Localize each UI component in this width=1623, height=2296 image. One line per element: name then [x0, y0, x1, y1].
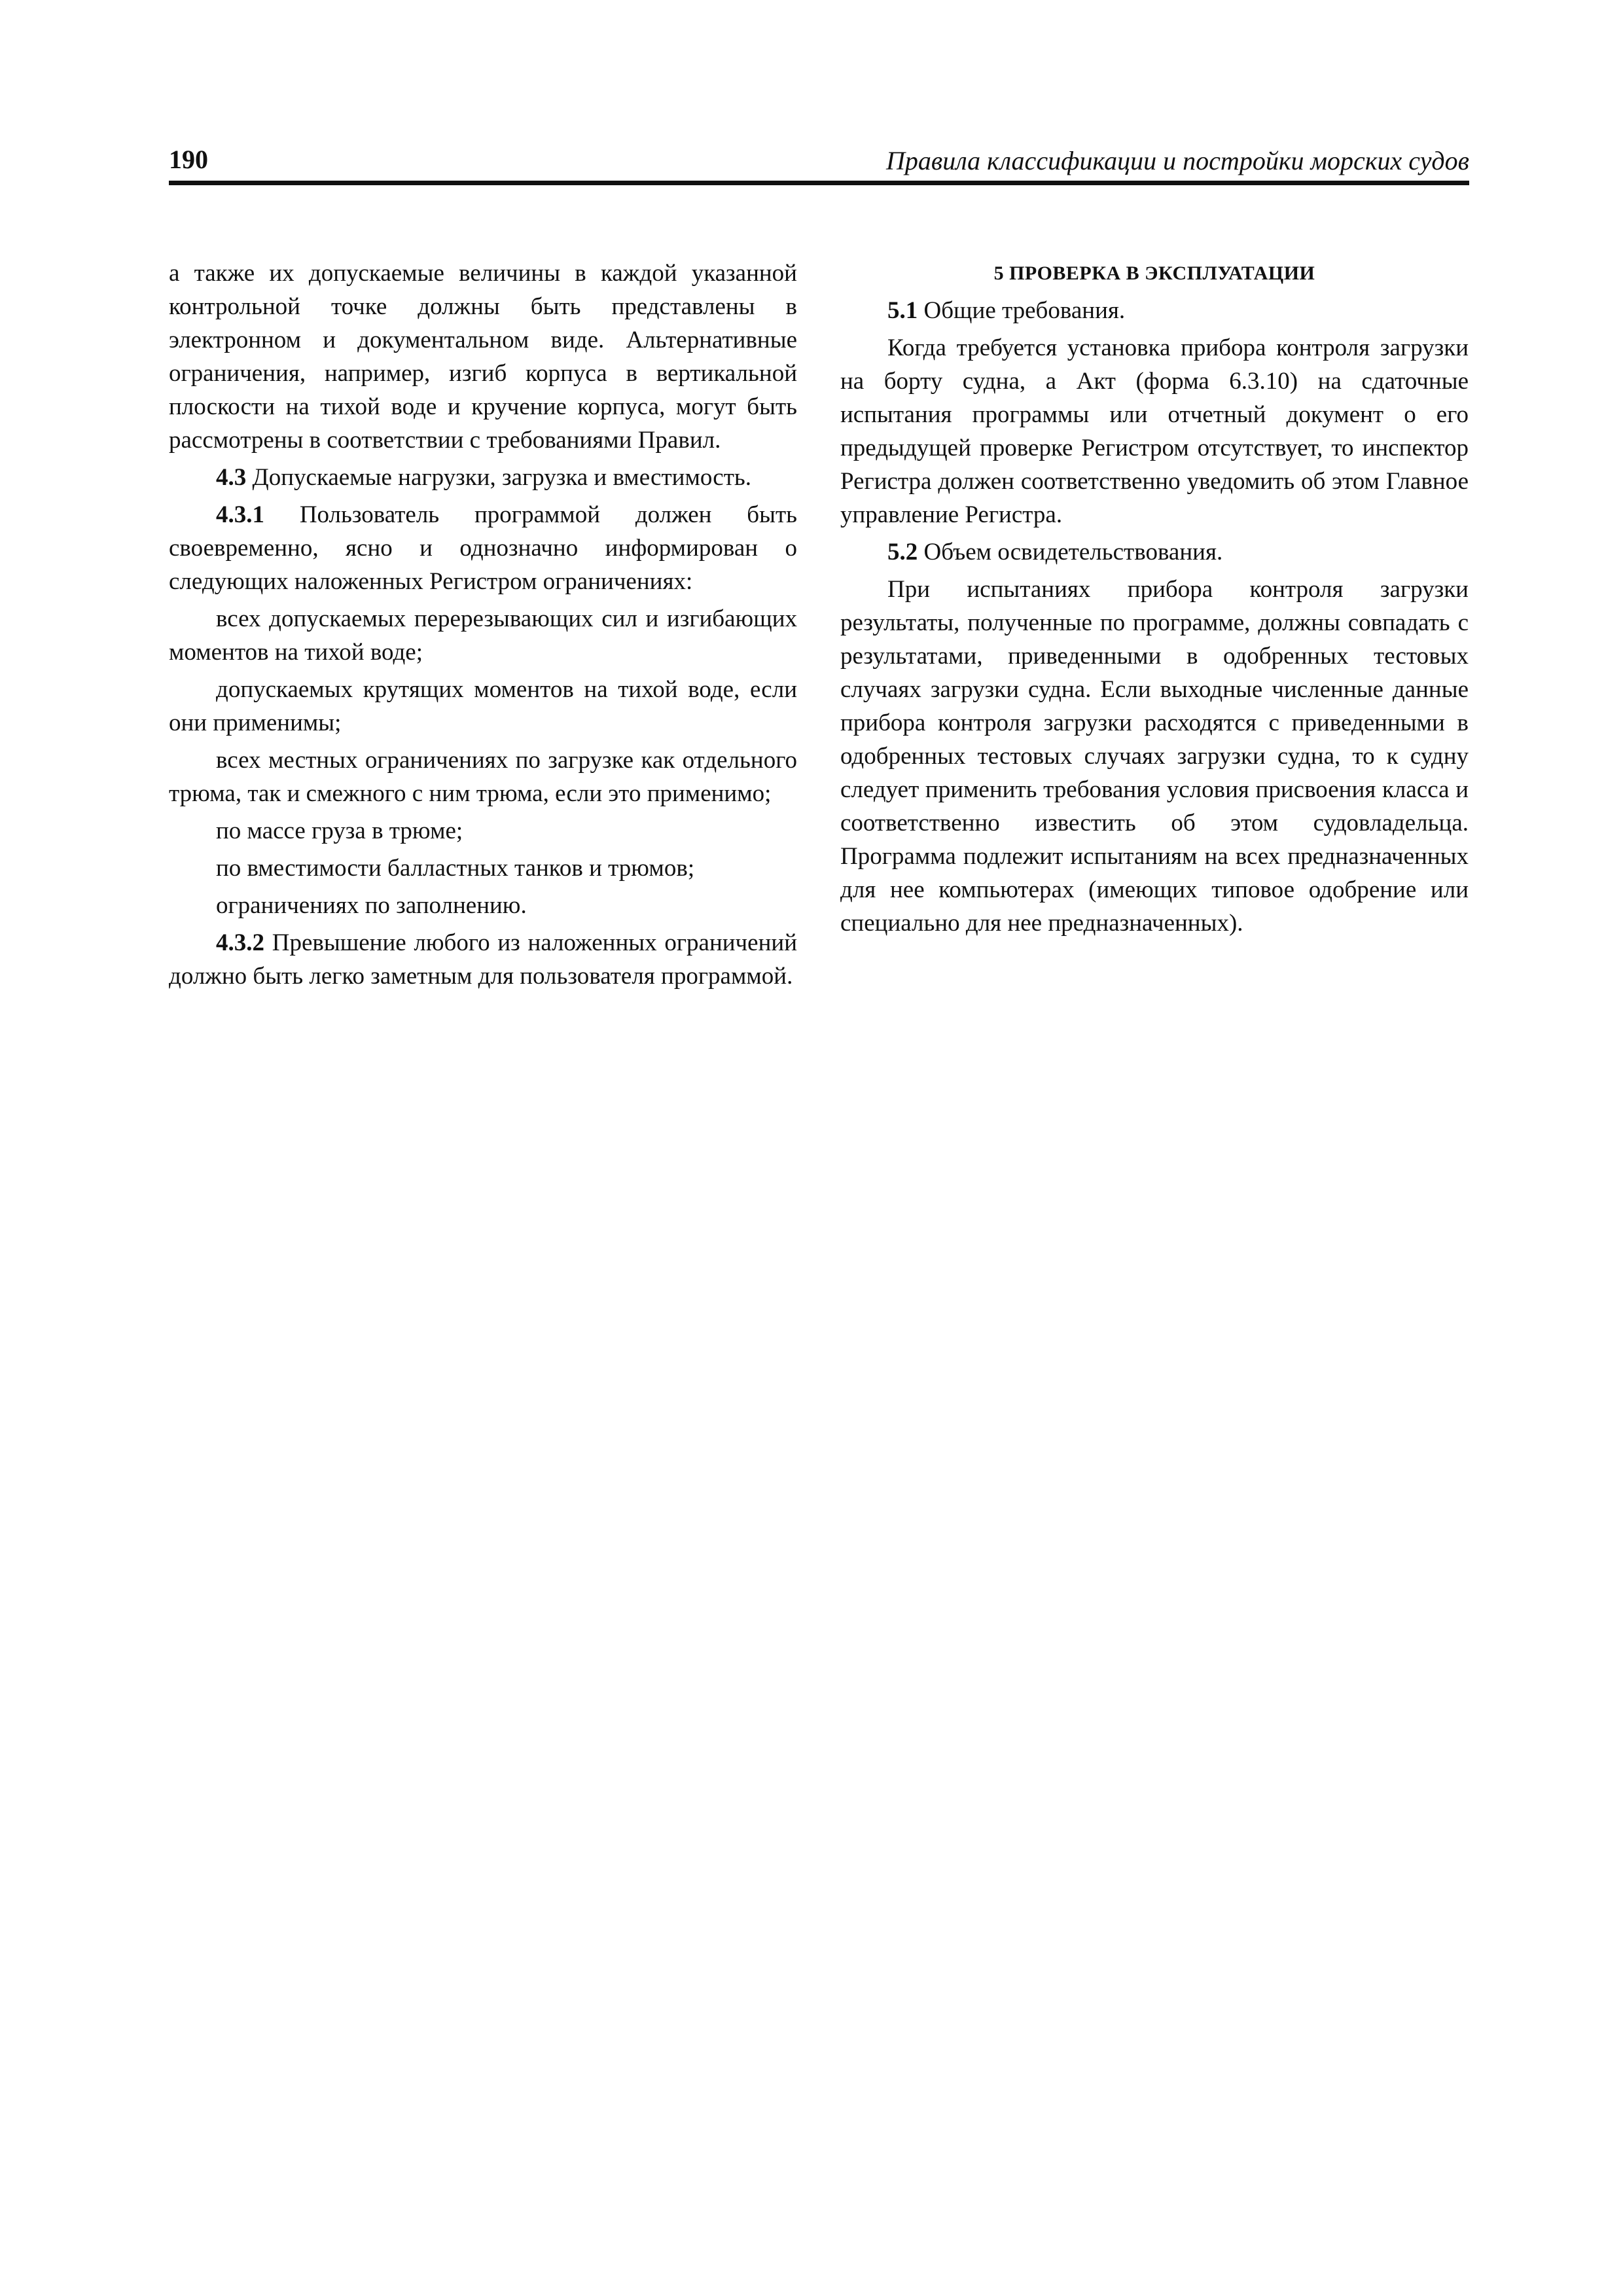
left-column	[169, 257, 797, 997]
list-item: по массе груза в трюме;	[216, 817, 463, 844]
section-number: 5.1	[887, 297, 918, 324]
paragraph-4-3-2	[169, 926, 797, 993]
subsection-title: Объем освидетельствования.	[918, 539, 1223, 565]
right-column	[840, 257, 1469, 944]
section-number: 4.3.2	[216, 929, 264, 956]
subsection-4-3-heading	[169, 461, 797, 494]
section-number: 5.2	[887, 539, 918, 565]
list-item: всех местных ограничениях по загрузке как отдельного трюма, так и смежного с ним трюма, если это применимо;	[169, 747, 797, 807]
list-item: по вместимости балластных танков и трюмов;	[216, 855, 695, 882]
paragraph-text: Пользователь программой должен быть своевременно, ясно и однозначно информирован о следующих наложенных Регистром ограничениях:	[169, 501, 797, 595]
section-number: 4.3	[216, 464, 247, 491]
paragraph-4-3-1	[169, 498, 797, 598]
list-item: допускаемых крутящих моментов на тихой воде, если они применимы;	[169, 676, 797, 736]
subsection-title: Общие требования.	[918, 297, 1126, 324]
section-number: 4.3.1	[216, 501, 264, 528]
list-item: всех допускаемых перерезывающих сил и изгибающих моментов на тихой воде;	[169, 605, 797, 666]
paragraph-5-1-text: Когда требуется установка прибора контроля загрузки на борту судна, а Акт (форма 6.3.10) на сдаточные испытания программы или отчетный документ о его предыдущей проверке Регистром отсутствует, то инспектор Регистра должен соответственно уведомить об этом Главное управление Регистра.	[840, 334, 1469, 528]
page-header	[169, 140, 1469, 185]
list-item: ограничениях по заполнению.	[216, 892, 527, 919]
running-title: Правила классификации и постройки морских судов	[885, 146, 1469, 175]
paragraph-5-2-text: При испытаниях прибора контроля загрузки результаты, полученные по программе, должны совпадать с результатами, приведенными в одобренных тестовых случаях загрузки судна. Если выходные численные данные прибора контроля загрузки расходятся с приведенными в одобренных тестовых случаях загрузки судна, то к судну следует применить требования условия присвоения класса и соответственно известить об этом судовладельца. Программа подлежит испытаниям на всех предназначенных для нее компьютерах (имеющих типовое одобрение или специально для нее предназначенных).	[840, 576, 1469, 937]
paragraph-continuation: а также их допускаемые величины в каждой указанной контрольной точке должны быть представлены в электронном и документальном виде. Альтернативные ограничения, например, изгиб корпуса в вертикальной плоскости на тихой воде и кручение корпуса, могут быть рассмотрены в соответствии с требованиями Правил.	[169, 260, 797, 454]
subsection-5-1-heading	[840, 294, 1469, 327]
page-number: 190	[169, 145, 208, 174]
subsection-5-2-heading	[840, 535, 1469, 569]
paragraph-text: Превышение любого из наложенных ограничений должно быть легко заметным для пользователя программой.	[169, 929, 797, 990]
subsection-title: Допускаемые нагрузки, загрузка и вместимость.	[246, 464, 751, 491]
section-5-title: 5 ПРОВЕРКА В ЭКСПЛУАТАЦИИ	[993, 262, 1315, 284]
